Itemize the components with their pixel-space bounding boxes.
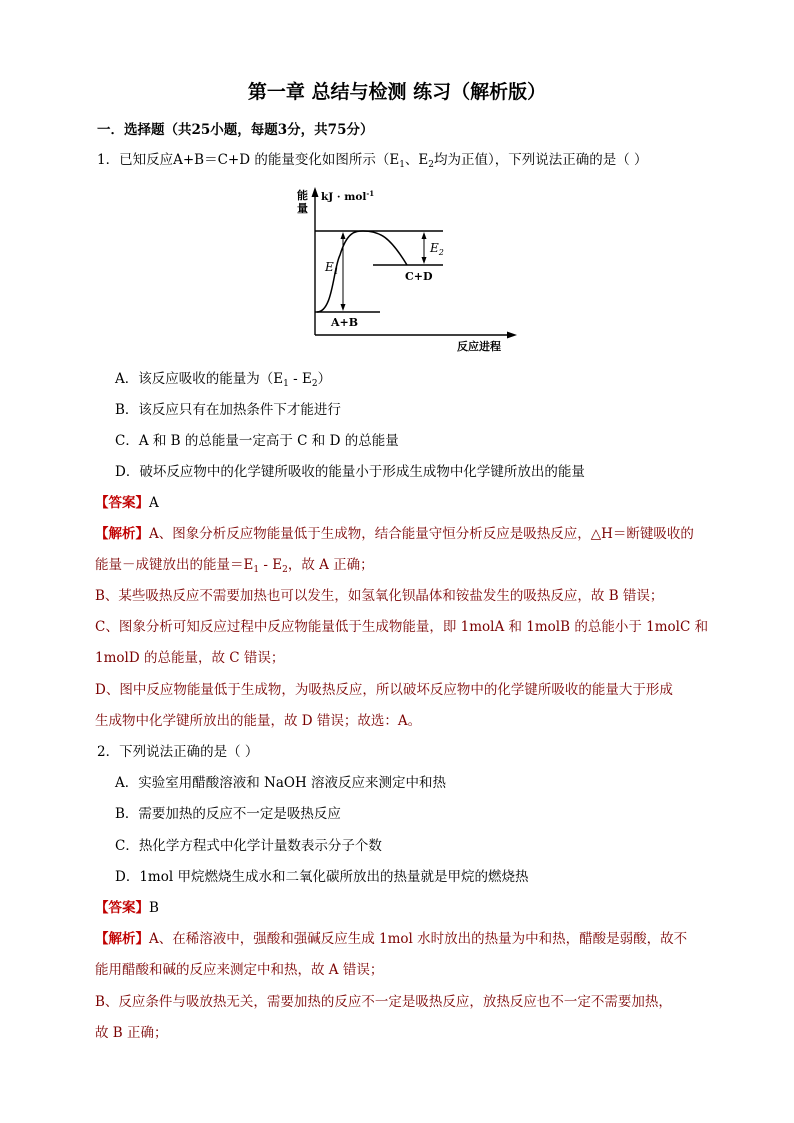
e2-arrow-head-top (422, 232, 427, 239)
q2-option-b: B．需要加热的反应不一定是吸热反应 (115, 806, 341, 822)
e1-arrow-head-bottom (341, 304, 346, 311)
q1-analysis-line-6: D、图中反应物能量低于生成物，为吸热反应，所以破坏反应物中的化学键所吸收的能量大于形成 (95, 682, 673, 698)
y-axis-label-2: 量 (297, 202, 308, 215)
q2-answer: 【答案】B (95, 900, 159, 916)
q2-option-a: A．实验室用醋酸溶液和 NaOH 溶液反应来测定中和热 (115, 775, 447, 791)
q2-option-d: D．1mol 甲烷燃烧生成水和二氧化碳所放出的热量就是甲烷的燃烧热 (115, 869, 529, 885)
q1-analysis-line-1: 【解析】A、图象分析反应物能量低于生成物，结合能量守恒分析反应是吸热反应，△H＝断键吸收的 (95, 526, 694, 542)
section-heading: 一．选择题（共25小题，每题3分，共75分） (97, 122, 374, 138)
e1-arrow-head-top (341, 232, 346, 239)
q1-option-b: B．该反应只有在加热条件下才能进行 (115, 402, 341, 418)
product-label: C+D (405, 270, 433, 283)
x-axis-label: 反应进程 (457, 340, 501, 353)
q1-analysis-line-3: B、某些吸热反应不需要加热也可以发生，如氢氧化钡晶体和铵盐发生的吸热反应，故 B 错误； (95, 588, 664, 604)
q1-option-d: D．破坏反应物中的化学键所吸收的能量小于形成生成物中化学键所放出的能量 (115, 464, 585, 480)
q1-analysis-line-7: 生成物中化学键所放出的能量，故 D 错误；故选：A。 (95, 713, 422, 729)
e1-label: $E_1$ (325, 260, 339, 276)
e2-label: $E_2$ (430, 241, 444, 257)
q1-analysis-line-4: C、图象分析可知反应过程中反应物能量低于生成物能量，即 1molA 和 1molB 的总能小于 1molC 和 (95, 619, 709, 635)
x-axis-arrow (507, 332, 517, 339)
q1-answer: 【答案】A (95, 495, 159, 511)
q1-analysis-line-2: 能量－成键放出的能量$=E_1 - E_2$，故 A 正确； (95, 557, 374, 575)
energy-unit: kJ · mol$^{-1}$ (321, 189, 375, 203)
reactant-label: A+B (331, 316, 359, 329)
question-1-stem: 1．已知反应A+B＝C+D 的能量变化如图所示（$E_1$、$E_2$均为正值），下列说法正确的是（ ） (97, 152, 648, 170)
q2-option-c: C．热化学方程式中化学计量数表示分子个数 (115, 838, 382, 854)
q2-analysis-line-1: 【解析】A、在稀溶液中，强酸和强碱反应生成 1mol 水时放出的热量为中和热，醋酸是弱酸，故不 (95, 931, 688, 947)
q2-analysis-line-2: 能用醋酸和碱的反应来测定中和热，故 A 错误； (95, 962, 384, 978)
question-2-stem: 2．下列说法正确的是（ ） (97, 744, 259, 760)
y-axis-label-1: 能 (297, 189, 308, 202)
page-title: 第一章 总结与检测 练习（解析版） (247, 81, 547, 103)
q1-analysis-line-5: 1molD 的总能量，故 C 错误； (95, 650, 285, 666)
y-axis-arrow (312, 187, 319, 197)
energy-diagram (295, 185, 525, 355)
q2-analysis-line-4: 故 B 正确； (95, 1025, 168, 1041)
q1-option-a: A．该反应吸收的能量为$(E_1 - E_2)$ (115, 371, 332, 389)
e2-arrow-head-bottom (422, 257, 427, 264)
q2-analysis-line-3: B、反应条件与吸放热无关，需要加热的反应不一定是吸热反应，放热反应也不一定不需要加热， (95, 994, 672, 1010)
q1-option-c: C．A 和 B 的总能量一定高于 C 和 D 的总能量 (115, 433, 399, 449)
